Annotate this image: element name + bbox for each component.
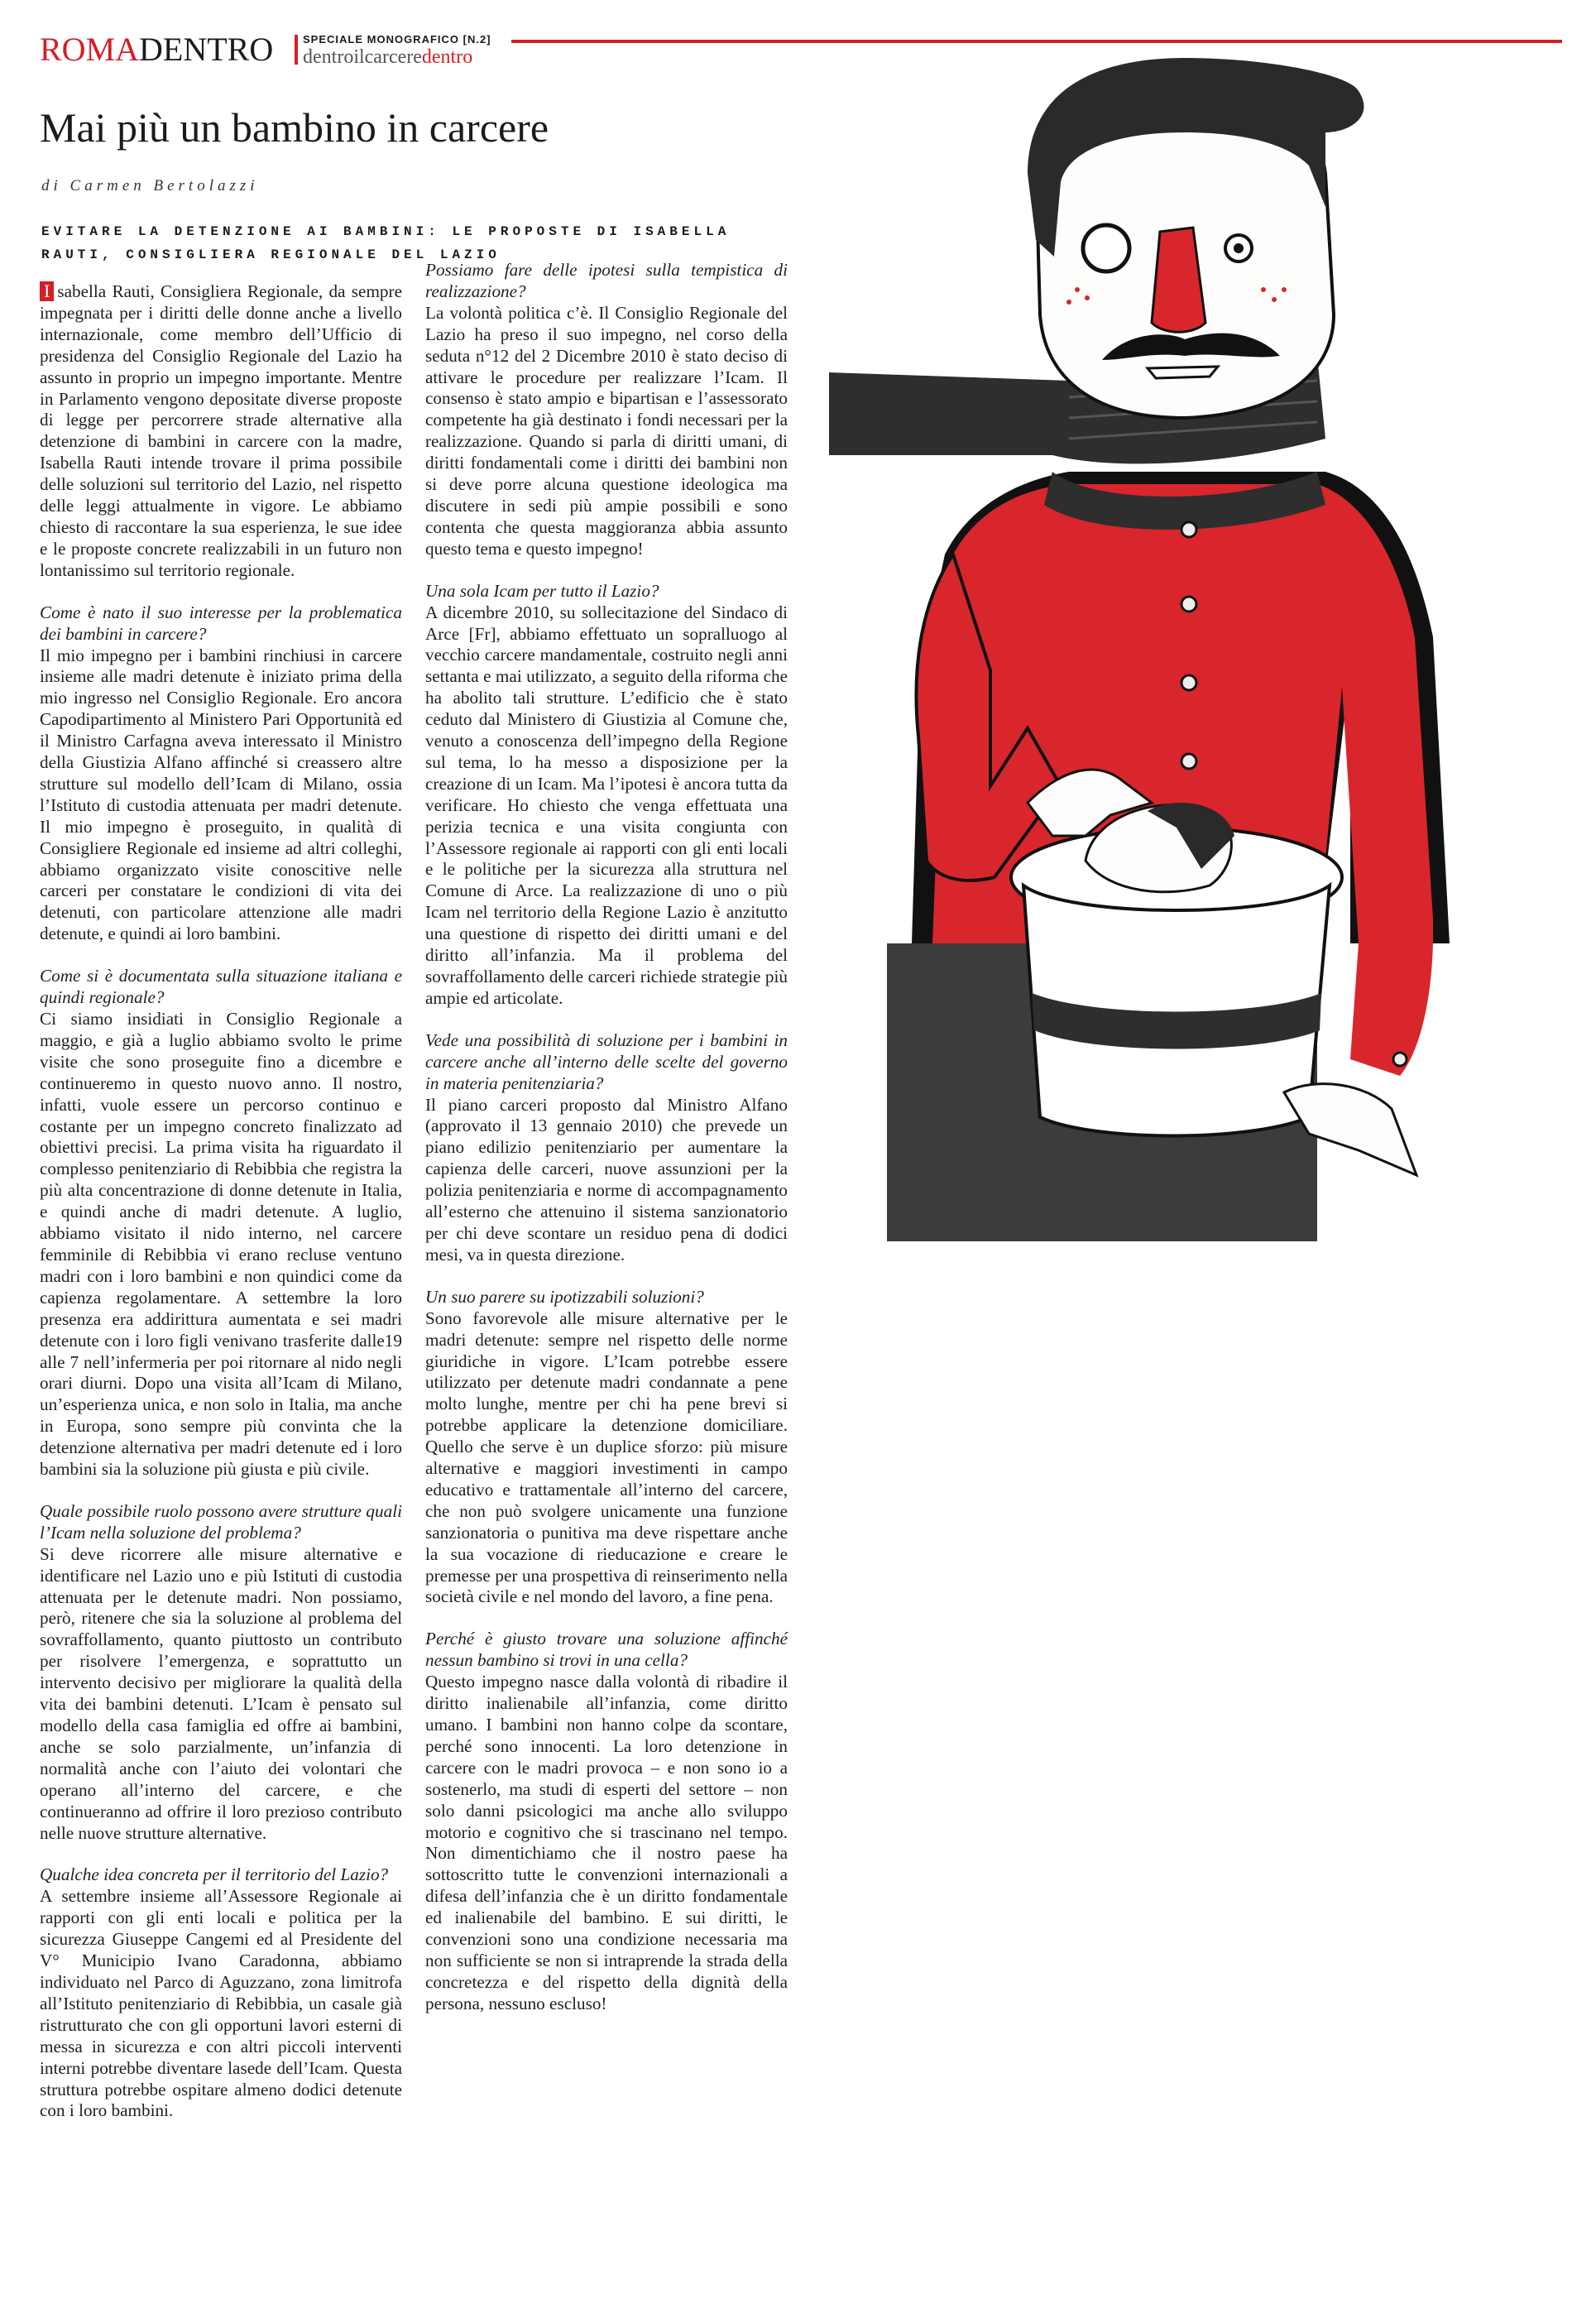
- article-column-left: [40, 281, 402, 2122]
- byline: di Carmen Bertolazzi: [41, 177, 259, 194]
- logo-dentro: DENTRO: [139, 31, 274, 68]
- question-6: Una sola Icam per tutto il Lazio?: [425, 580, 659, 601]
- section-tag-accent: dentro: [421, 46, 473, 68]
- drop-cap: I: [40, 281, 54, 301]
- intro-paragraph: [40, 281, 402, 582]
- section-tag: [303, 46, 472, 68]
- section-tag-main: dentroilcarcere: [303, 46, 422, 68]
- intro-text: sabella Rauti, Consigliera Regionale, da sempre impegnata per i diritti delle donne anche a livello internazionale, come membro dell’Ufficio di presidenza del Consiglio Regionale del Lazio ha assunto in proprio un impegno importante. Mentre in Parlamento vengono depositate diverse proposte di legge per percorrere strade alternative alla detenzione di bambini in carcere con la madre, Isabella Rauti intende trovare il prima possibile delle soluzioni sul territorio del Lazio, nel rispetto delle leggi attualmente in vigore. Le abbiamo chiesto di raccontare la sua esperienza, le sue idee e le proposte concrete realizzabili in un futuro non lontanissimo sul territorio regionale.: [40, 281, 402, 580]
- mouth: [1148, 367, 1218, 378]
- article-title: Mai più un bambino in carcere: [40, 104, 549, 151]
- answer-5: La volontà politica c’è. Il Consiglio Regionale del Lazio ha preso il suo impegno, nel corso della seduta n°12 del 2 Dicembre 2010 è stato deciso di attivare le procedure per realizzare l’Icam. Il consenso è stato ampio e bipartisan e l’assessorato competente ha già destinato i fondi necessari per la realizzazione. Quando si parla di diritti umani, di diritti fondamentali come i diritti dei bambini non si deve porre alcuna questione ideologica ma discutere in sedi più ampie possibili e sono contenta che questa maggioranza abbia assunto questo tema e questo impegno!: [425, 302, 788, 559]
- answer-7: Il piano carceri proposto dal Ministro Alfano (approvato il 13 gennaio 2010) che prevede un piano edilizio penitenziario per aumentare la capienza delle carceri, nuove assunzioni per la polizia penitenziaria e norme di accompagnamento all’esterno che attenuino il sistema sanzionatorio per chi deve scontare un residuo pena di dodici mesi, va in questa direzione.: [425, 1094, 788, 1264]
- edition-label: SPECIALE MONOGRAFICO [N.2]: [303, 33, 491, 46]
- logo-roma: ROMA: [40, 31, 140, 68]
- question-2: Come si è documentata sulla situazione italiana e quindi regionale?: [40, 966, 402, 1008]
- magician-illustration: [821, 41, 1574, 1241]
- monocle: [1083, 225, 1129, 271]
- question-8: Un suo parere su ipotizzabili soluzioni?: [425, 1286, 704, 1307]
- question-4: Qualche idea concreta per il territorio del Lazio?: [40, 1864, 389, 1885]
- answer-1: Il mio impegno per i bambini rinchiusi in carcere insieme alle madri detenute è iniziato prima della mio ingresso nel Consiglio Regionale. Ero ancora Capodipartimento al Ministero Pari Opportunità ed il Ministro Carfagna aveva interessato il Ministro della Giustizia Alfano affinché si creassero altre strutture sul modello dell’Icam di Milano, ossia l’Istituto di custodia attenuata per madri detenute. Il mio impegno è proseguito, in qualità di Consigliere Regionale ed insieme ad altri colleghi, abbiamo organizzato visite conoscitive nelle carceri per constatare le condizioni di vita dei detenuti, con particolare attenzione alle madri detenute, e quindi ai loro bambini.: [40, 645, 402, 944]
- question-7: Vede una possibilità di soluzione per i bambini in carcere anche all’interno delle scelte del governo in materia penitenziaria?: [425, 1029, 788, 1093]
- answer-9: Questo impegno nasce dalla volontà di ribadire il diritto inalienabile all’infanzia, come diritto umano. I bambini non hanno colpe da scontare, perché sono innocenti. La loro detenzione in carcere con le madri provoca – e non sono io a sostenerlo, ma studi di esperti del settore – non solo danni psicologici ma anche allo sviluppo motorio e cognitivo che si trascinano nel tempo. Non dimentichiamo che il nostro paese ha sottoscritto tutte le convenzioni internazionali a difesa dell’infanzia che è un diritto fondamentale ed inalienabile del bambino. E sui diritti, le convenzioni sono una condizione necessaria ma non sufficiente se non si intraprende la strada della concretezza e del rispetto della dignità della persona, nessuno escluso!: [425, 1672, 788, 2013]
- question-1: Come è nato il suo interesse per la problematica dei bambini in carcere?: [40, 602, 402, 644]
- article-summary: EVITARE LA DETENZIONE AI BAMBINI: LE PROPOSTE DI ISABELLA RAUTI, CONSIGLIERA REGIONALE DEL LAZIO: [41, 224, 731, 262]
- article-column-right: [425, 260, 788, 2015]
- question-5: Possiamo fare delle ipotesi sulla tempistica di realizzazione?: [425, 260, 788, 301]
- question-9: Perché è giusto trovare una soluzione affinché nessun bambino si trovi in una cella?: [425, 1629, 788, 1671]
- answer-2: Ci siamo insidiati in Consiglio Regionale a maggio, e già a luglio abbiamo svolto le prime visite che sono proseguite fino a dicembre e continueremo in questo nuovo anno. Il nostro, infatti, vuole essere un percorso continuo e costante per un impegno concreto finalizzato ad obiettivi precisi. La prima visita ha riguardato il complesso penitenziario di Rebibbia che registra la più alta concentrazione di donne detenute in Italia, e quindi anche di madri detenute. A luglio, abbiamo visitato il nido interno, nel carcere femminile di Rebibbia vi erano recluse ventuno madri con i loro bambini e non quindici come da capienza regolamentare. A settembre la loro presenza era addirittura aumentata e sei madri detenute con i loro figli venivano trasferite dalle19 alle 7 nell’infermeria per poi ritornare al nido negli orari diurni. Dopo una visita all’Icam di Milano, un’esperienza unica, e non solo in Italia, ma anche in Europa, sono sempre più convinta che la detenzione alternativa per madri detenute ed i loro bambini sia la soluzione più giusta e più civile.: [40, 1009, 402, 1480]
- answer-6: A dicembre 2010, su sollecitazione del Sindaco di Arce [Fr], abbiamo effettuato un sopralluogo al vecchio carcere mandamentale, costruito negli anni settanta e mai utilizzato, a seguito della riforma che ha abolito tali strutture. L’edificio che è stato ceduto dal Ministero di Giustizia al Comune che, venuto a conoscenza dell’impegno della Regione sul tema, lo ha messo a disposizione per la creazione di un Icam. Ma l’ipotesi è ancora tutta da verificare. Ho chiesto che venga effettuata una perizia tecnica e una visita congiunta con l’Assessore regionale ai rapporti con gli enti locali e le politiche per la sicurezza alla struttura nel Comune di Arce. La realizzazione di uno o più Icam nel territorio della Regione Lazio è anzitutto una questione di rispetto dei diritti umani e del diritto all’infanzia. Ma il problema del sovraffollamento delle carceri richiede strategie più ampie ed articolate.: [425, 602, 788, 1008]
- answer-8: Sono favorevole alle misure alternative per le madri detenute: sempre nel rispetto delle norme giuridiche in vigore. L’Icam potrebbe essere utilizzato per detenute madri condannate a pene molto lunghe, mentre per chi ha pene brevi si potrebbe applicare la detenzione domiciliare. Quello che serve è un duplice sforzo: più misure alternative e maggiori investimenti in campo educativo e trattamentale all’interno del carcere, che non può svolgere unicamente una funzione sanzionatoria o punitiva ma deve rispettare anche la sua vocazione di rieducazione e creare le premesse per una prospettiva di reinserimento nella società civile e nel mondo del lavoro, a fine pena.: [425, 1308, 788, 1607]
- answer-4: A settembre insieme all’Assessore Regionale ai rapporti con gli enti locali e politica per la sicurezza Giuseppe Cangemi ed al Presidente del V° Municipio Ivano Caradonna, abbiamo individuato nel Parco di Aguzzano, zona limitrofa all’Istituto penitenziario di Rebibbia, un casale già ristrutturato che con gli opportuni lavori esterni di messa in sicurezza e con altri piccoli interventi interni potrebbe diventare lasede dell’Icam. Questa struttura potrebbe ospitare almeno dodici detenute con i loro bambini.: [40, 1886, 402, 2121]
- answer-3: Si deve ricorrere alle misure alternative e identificare nel Lazio uno e più Istituti di custodia attenuata per le detenute madri. Non possiamo, però, ritenere che sia la soluzione al problema del sovraffollamento, quanto piuttosto un contributo per risolvere l’emergenza, e soprattutto un intervento decisivo per migliorare la qualità della vita dei bambini detenuti. L’Icam è pensato sul modello della casa famiglia ed offre ai bambini, anche se solo parzialmente, un’infanzia di normalità anche con l’aiuto dei volontari che operano all’interno del carcere, e che continueranno ad offrire il loro prezioso contributo nelle nuove strutture alternative.: [40, 1543, 402, 1843]
- logo-separator: [295, 35, 298, 65]
- publication-logo[interactable]: [40, 31, 273, 68]
- question-3: Quale possibile ruolo possono avere strutture quali l’Icam nella soluzione del problema?: [40, 1500, 402, 1543]
